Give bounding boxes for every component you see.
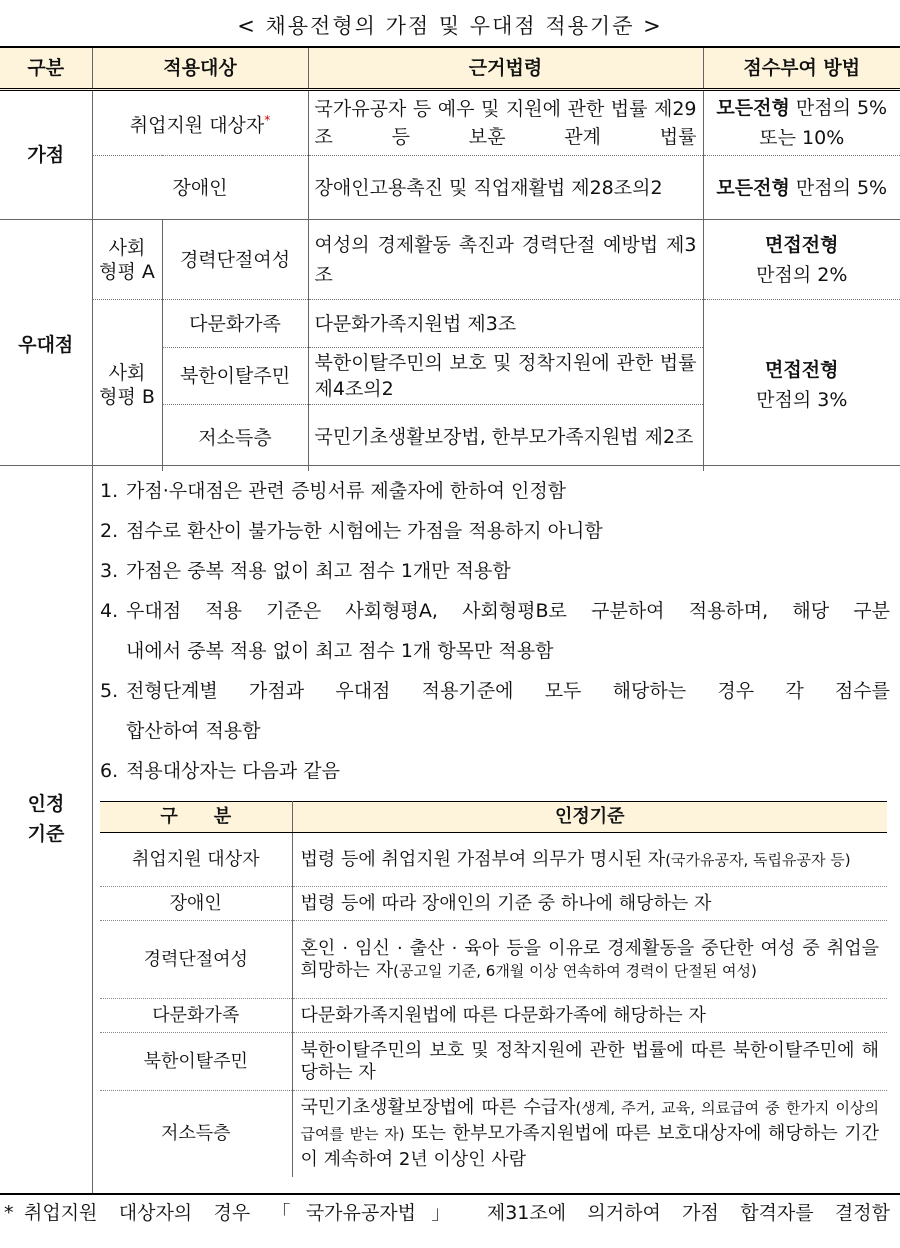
table-row: [100, 1033, 887, 1091]
bonus-law: 국가유공자 등 예우 및 지원에 관한 법률 제29조 등 보훈 관계 법률: [308, 90, 703, 156]
asterisk-mark: *: [264, 113, 271, 128]
list-item: 5. 전형단계별 가점과 우대점 적용기준에 모두 해당하는 경우 각 점수를: [100, 680, 890, 702]
table-row: [100, 833, 887, 887]
row-category: 북한이탈주민: [100, 1033, 292, 1091]
header-criteria: 인정기준: [292, 802, 887, 833]
header-law: 근거법령: [308, 47, 703, 90]
list-item: 1. 가점·우대점은 관련 증빙서류 제출자에 한하여 인정함: [100, 480, 567, 502]
header-method: 점수부여 방법: [703, 47, 900, 90]
bonus-target: 장애인: [92, 156, 308, 220]
row-category: 경력단절여성: [100, 921, 292, 999]
footnote: [0, 1193, 900, 1248]
table-header: [0, 47, 900, 90]
criteria-list: [100, 471, 890, 791]
header-category: 구분: [0, 47, 92, 90]
preference-target: 북한이탈주민: [162, 348, 308, 405]
preference-law: 북한이탈주민의 보호 및 정착지원에 관한 법률 제4조의2: [308, 348, 703, 405]
criteria-table: [0, 46, 900, 471]
eligibility-table: [100, 801, 887, 1177]
list-item-continued: 내에서 중복 적용 없이 최고 점수 1개 항목만 적용함: [126, 640, 554, 662]
criteria-label: 인정 기준: [0, 465, 93, 1193]
row-criteria: 혼인 · 임신 · 출산 · 육아 등을 이유로 경제활동을 중단한 여성 중 취업을 희망하는 자(공고일 기준, 6개월 이상 연속하여 경력이 단절된 여성): [292, 921, 887, 999]
table-row: [0, 90, 900, 156]
table-row: [100, 921, 887, 999]
bonus-law: 장애인고용촉진 및 직업재활법 제28조의2: [308, 156, 703, 220]
list-item: 4. 우대점 적용 기준은 사회형평A, 사회형평B로 구분하여 적용하며, 해당 구분: [100, 600, 890, 622]
row-category: 저소득층: [100, 1091, 292, 1177]
row-criteria: 북한이탈주민의 보호 및 정착지원에 관한 법률에 따른 북한이탈주민에 해당하는 자: [292, 1033, 887, 1091]
group-a-label: 사회 형평 A: [92, 220, 162, 300]
table-row: [100, 887, 887, 921]
preference-law: 다문화가족지원법 제3조: [308, 300, 703, 348]
table-row: [0, 156, 900, 220]
list-item-continued: 합산하여 적용함: [126, 720, 261, 742]
list-item: 3. 가점은 중복 적용 없이 최고 점수 1개만 적용함: [100, 560, 511, 582]
table-row: [0, 220, 900, 300]
row-criteria: 다문화가족지원법에 따른 다문화가족에 해당하는 자: [292, 999, 887, 1033]
footnote-star: *: [4, 1202, 14, 1224]
row-criteria: 법령 등에 따라 장애인의 기준 중 하나에 해당하는 자: [292, 887, 887, 921]
row-category: 취업지원 대상자: [100, 833, 292, 887]
bonus-method: 모든전형 만점의 5%: [703, 156, 900, 220]
group-b-label: 사회 형평 B: [92, 300, 162, 471]
footnote-text: 취업지원 대상자의 경우 「국가유공자법」 제31조에 의거하여 가점 합격자를 결정함: [24, 1202, 890, 1224]
preference-target: 다문화가족: [162, 300, 308, 348]
bonus-label: 가점: [27, 144, 65, 166]
page-title: < 채용전형의 가점 및 우대점 적용기준 >: [237, 14, 663, 38]
row-category: 장애인: [100, 887, 292, 921]
group-b-method: 면접전형 만점의 3%: [703, 300, 900, 471]
table-row: [0, 300, 900, 348]
row-category: 다문화가족: [100, 999, 292, 1033]
list-item: 2. 점수로 환산이 불가능한 시험에는 가점을 적용하지 아니함: [100, 520, 603, 542]
preference-law: 국민기초생활보장법, 한부모가족지원법 제2조: [308, 405, 703, 471]
bonus-target: 취업지원 대상자*: [92, 90, 308, 156]
group-a-method: 면접전형 만점의 2%: [703, 220, 900, 300]
table-row: [100, 1091, 887, 1177]
bonus-method: 모든전형 만점의 5% 또는 10%: [703, 90, 900, 156]
list-item: 6. 적용대상자는 다음과 같음: [100, 760, 340, 782]
table-row: [100, 999, 887, 1033]
header-category: 구 분: [100, 802, 292, 833]
header-target: 적용대상: [92, 47, 308, 90]
row-criteria: 국민기초생활보장법에 따른 수급자(생계, 주거, 교육, 의료급여 중 한가지 이상의 급여를 받는 자) 또는 한부모가족지원법에 따른 보호대상자에 해당하는 기간이 계속하여 2년 이상인 사람: [292, 1091, 887, 1177]
row-criteria: 법령 등에 취업지원 가점부여 의무가 명시된 자(국가유공자, 독립유공자 등): [292, 833, 887, 887]
criteria-section: [0, 465, 900, 1193]
preference-target: 경력단절여성: [162, 220, 308, 300]
preference-law: 여성의 경제활동 촉진과 경력단절 예방법 제3조: [308, 220, 703, 300]
table-header: [100, 802, 887, 833]
preference-label: 우대점: [0, 220, 92, 471]
preference-target: 저소득층: [162, 405, 308, 471]
